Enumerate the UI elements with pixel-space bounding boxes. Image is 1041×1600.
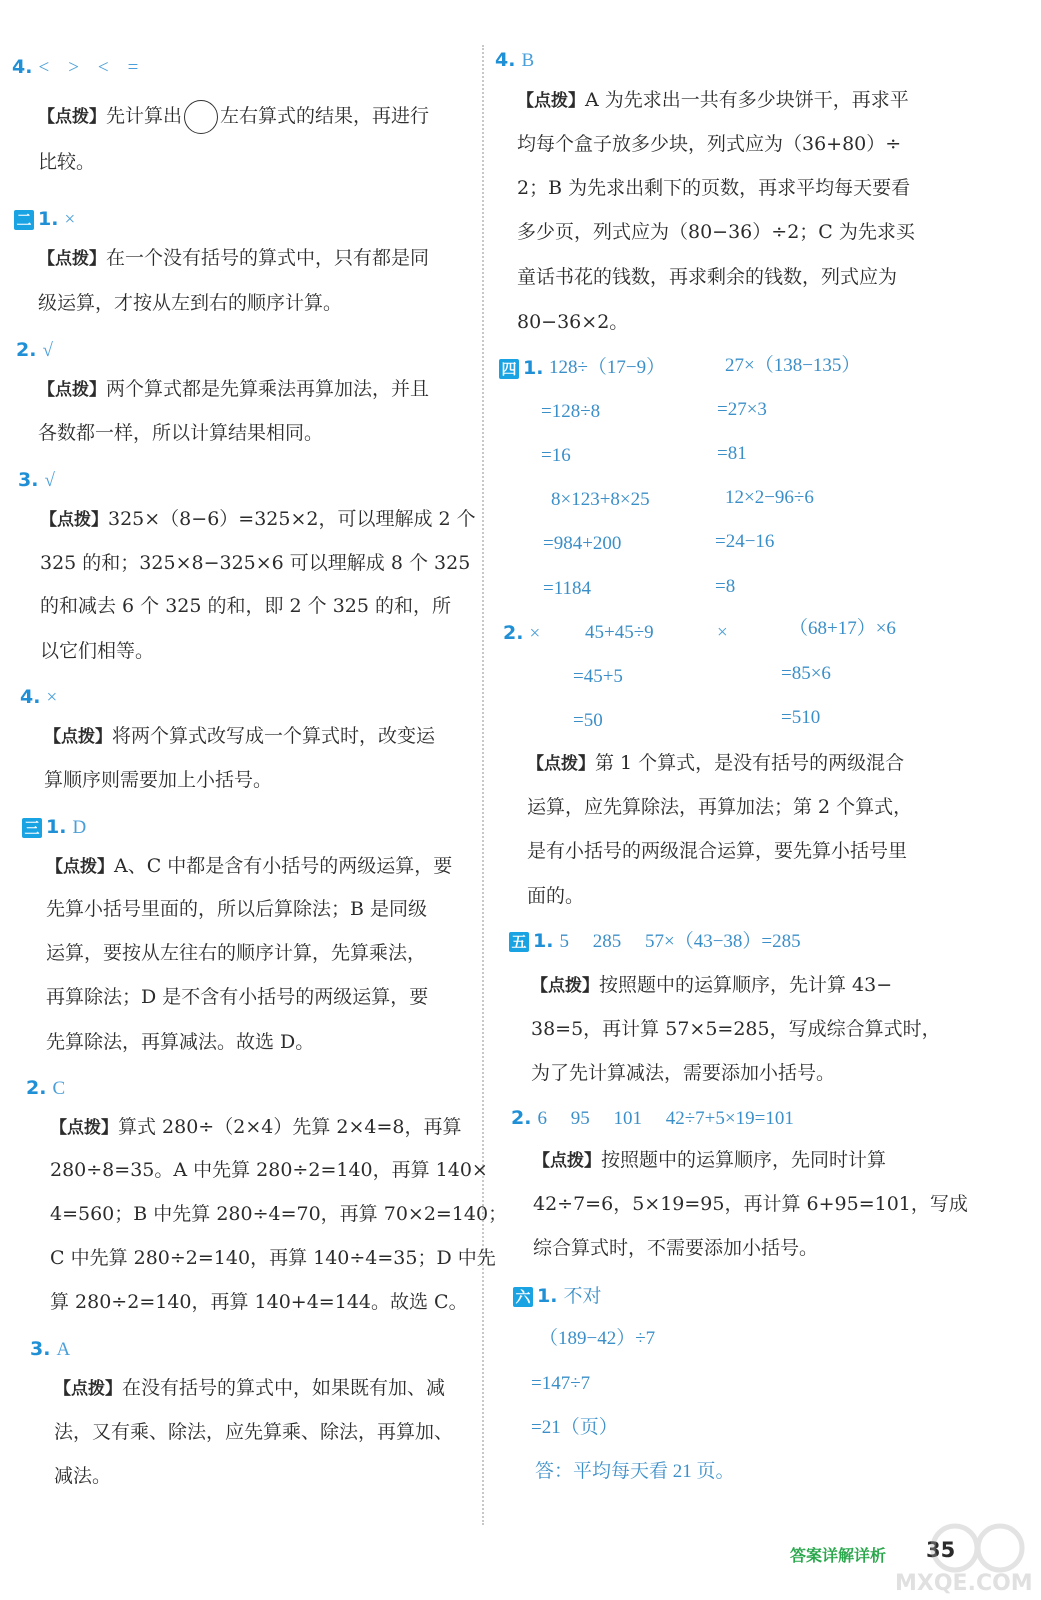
s2q2-head: 2. √ — [16, 339, 53, 361]
s3q2-head: 2. C — [26, 1077, 66, 1099]
r-q4-head: 4. B — [495, 49, 535, 71]
section-badge-icon: 三 — [22, 818, 42, 838]
section-6-q1: 六 1. 不对 — [513, 1283, 602, 1310]
s3q2-tip: 【点拨】算式 280÷（2×4）先算 2×4=8，再算 — [50, 1116, 462, 1138]
section-badge-icon: 六 — [513, 1287, 533, 1307]
s3q3-tip: 【点拨】在没有括号的算式中，如果既有加、减 — [54, 1377, 446, 1399]
s2q4-head: 4. × — [20, 686, 58, 708]
section-badge-icon: 四 — [499, 359, 519, 379]
r-q4-tip: 【点拨】A 为先求出一共有多少块饼干，再求平 — [517, 89, 909, 111]
section-badge-icon: 二 — [14, 210, 34, 230]
section-badge-icon: 五 — [509, 932, 529, 952]
s5q1-tip: 【点拨】按照题中的运算顺序，先计算 43− — [531, 974, 893, 996]
final-answer: 答：平均每天看 21 页。 — [535, 1461, 735, 1482]
s2q3-head: 3. √ — [18, 469, 55, 491]
watermark-logo-icon — [835, 1520, 1035, 1595]
q4-head: 4. < > < = — [12, 56, 139, 78]
q4-tip-line1: 【点拨】先计算出 左右算式的结果，再进行 — [38, 100, 429, 134]
section-3-q1: 三 1. D — [22, 814, 86, 841]
s4-calc: 128÷（17−9） — [549, 357, 666, 378]
page-number: 35 — [926, 1538, 956, 1562]
s2q1-tip: 【点拨】在一个没有括号的算式中，只有都是同 — [38, 247, 430, 269]
q4-tip-line2: 比较。 — [38, 151, 96, 173]
blank-circle-icon — [184, 100, 218, 134]
footer-label: 答案详解详析 — [790, 1546, 887, 1565]
s5q2-tip: 【点拨】按照题中的运算顺序，先同时计算 — [533, 1149, 887, 1171]
section-4-head: 四 1. — [499, 355, 543, 381]
s4q2-tip: 【点拨】第 1 个算式，是没有括号的两级混合 — [527, 752, 905, 774]
s4q2-head: 2. × — [503, 622, 541, 644]
section-2-q1: 二 1. × — [14, 206, 75, 233]
section-5-q1: 五 1. 5 285 57×（43−38）=285 — [509, 928, 801, 955]
s2q2-tip: 【点拨】两个算式都是先算乘法再算加法，并且 — [38, 378, 430, 400]
s5q2-head: 2. 6 95 101 42÷7+5×19=101 — [511, 1107, 794, 1129]
s2q4-tip: 【点拨】将两个算式改写成一个算式时，改变运 — [44, 725, 436, 747]
column-divider — [482, 45, 484, 1525]
s3q1-tip: 【点拨】A、C 中都是含有小括号的两级运算，要 — [46, 855, 453, 877]
s3q3-head: 3. A — [30, 1338, 71, 1360]
watermark-text: MXQE.COM — [895, 1571, 1033, 1595]
s2q3-tip: 【点拨】325×（8−6）=325×2，可以理解成 2 个 — [40, 508, 476, 530]
